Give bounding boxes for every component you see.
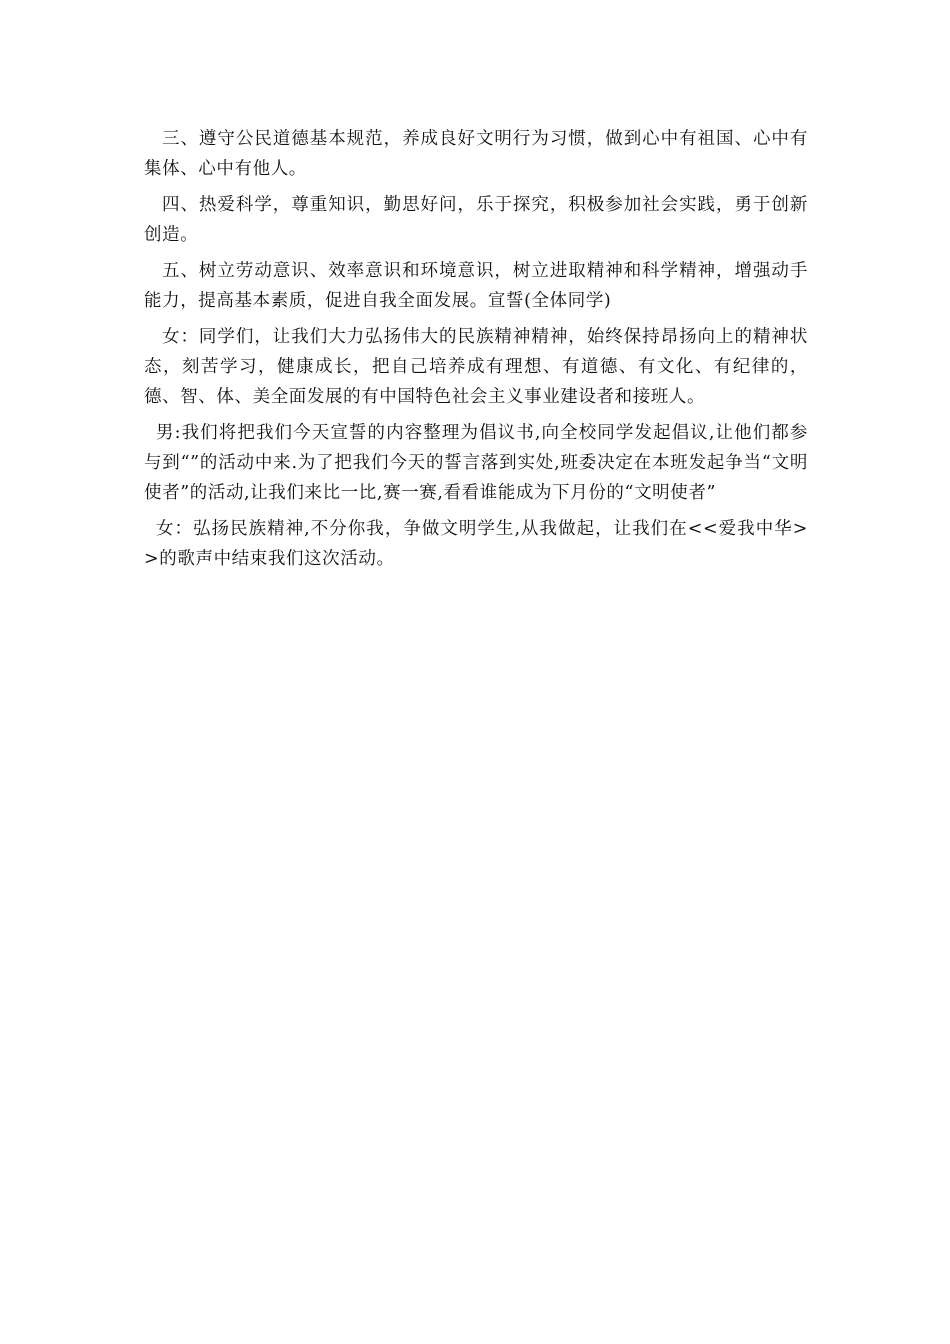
paragraph-4: 四、热爱科学，尊重知识，勤思好问，乐于探究，积极参加社会实践，勇于创新创造。: [144, 195, 808, 245]
paragraph-female-speech-2: 女：弘扬民族精神,不分你我，争做文明学生,从我做起，让我们在<<爱我中华>>的歌声中结束我们这次活动。: [144, 519, 808, 569]
paragraph-female-speech-1: 女：同学们，让我们大力弘扬伟大的民族精神精神，始终保持昂扬向上的精神状态，刻苦学习，健康成长，把自己培养成有理想、有道德、有文化、有纪律的，德、智、体、美全面发展的有中国特色社会主义事业建设者和接班人。: [144, 327, 808, 407]
paragraph-male-speech: 男:我们将把我们今天宣誓的内容整理为倡议书,向全校同学发起倡议,让他们都参与到“”的活动中来.为了把我们今天的誓言落到实处,班委决定在本班发起争当“文明使者”的活动,让我们来比一比,赛一赛,看看谁能成为下月份的“文明使者”: [144, 423, 808, 503]
paragraph-5: 五、树立劳动意识、效率意识和环境意识，树立进取精神和科学精神，增强动手能力，提高基本素质，促进自我全面发展。宣誓(全体同学): [144, 261, 808, 311]
document-body: [144, 124, 808, 580]
paragraph-3: 三、遵守公民道德基本规范，养成良好文明行为习惯，做到心中有祖国、心中有集体、心中有他人。: [144, 129, 808, 179]
